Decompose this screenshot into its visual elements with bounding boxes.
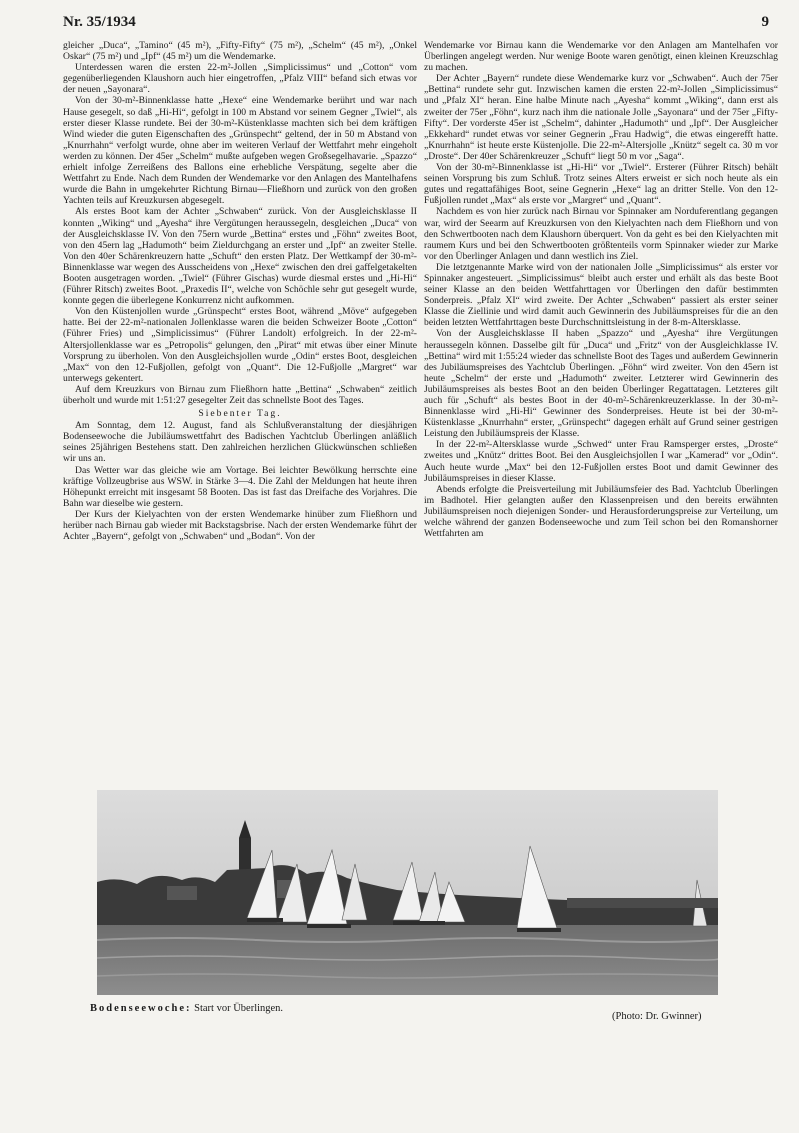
paragraph: Von den Küstenjollen wurde „Grünspecht“ erstes Boot, während „Möve“ aufgegeben hatte. Bei der 22-m²-nationalen Jollenklasse waren die beiden Schweizer Boote „Cotton“ (Führer Fries) und „Simplicissimus“ (Führer Landolt) erfolgreich. In der 22-m²-Altersjollenklasse war es „Petropolis“ gelungen, den „Pirat“ mit etwas über einer Minute Vorsprung zu überholen. Von den Ausgleichsjollen wurde „Odin“ erstes Boot, desgleichen „Max“ von den 12-Fußjollen, gefolgt von „Quant“. Die 12-Fußjolle „Margret“ war unterwegs gekentert. (63, 306, 417, 384)
paragraph: Der Kurs der Kielyachten von der ersten Wendemarke hinüber zum Fließhorn und herüber nach Birnau gab wieder mit Backstagsbrise. Nach der ersten Wendemarke führt der Achter „Bayern“, gefolgt von „Schwaben“ und „Bodan“. Von der (63, 508, 417, 543)
caption-text: Start vor Überlingen. (194, 1003, 284, 1014)
paragraph: Von der Ausgleichsklasse II haben „Spazzo“ und „Ayesha“ ihre Vergütungen heraussegeln können. Dasselbe gilt für „Duca“ und „Fritz“ von der Ausgleichklasse IV. „Bettina“ wird mit 1:55:24 wieder das schnellste Boot des Tages und außerdem Gewinnerin des Jubiläumspreises des Yachtclub Überlingen. „Föhn“ wird zweiter. Von den 45ern ist heute „Schelm“ der erste und „Hadumoth“ zweiter. Letzterer wird Gewinnerin des Jubiläumspreises als bestes Boot an den beiden Überlinger Regattatagen. Letzteres gilt auch für „Schuft“ als bestes Boot in der 40-m²-Schärenkreuzerklasse. In der 30-m²-Binnenklasse wird „Hi-Hi“ Gewinner des Sonderpreises. Heute ist bei der 30-m²-Küstenklasse „Knurrhahn“ erster, „Grünspecht“ dagegen erhält auf Grund seiner gestrigen Leistung den Jubiläumspreis der Klasse. (424, 328, 778, 440)
section-heading: Siebenter Tag. (198, 408, 282, 420)
paragraph: Nachdem es von hier zurück nach Birnau vor Spinnaker am Norduferentlang gegangen war, wird der Seearm auf Kreuzkursen von den Kielyachten nach dem Fließhorn und von den Schwertbooten nach dem Klaushorn überquert. Von da geht es bei den Kielyachten mit raumem Kurs und bei den Schwertbooten größtenteils vorm Spinnaker wieder zur Marke vor den Überlinger Anlagen und dann westlich ins Ziel. (424, 206, 778, 262)
paragraph: In der 22-m²-Altersklasse wurde „Schwed“ unter Frau Ramsperger erstes, „Droste“ zweites und „Knütz“ drittes Boot. Bei den Ausgleichsjollen I war „Kamerad“ vor „Odin“. Auch heute wurde „Max“ bei den 12-Fußjollen erstes Boot und damit Gewinner des Jubiläumspreises in dieser Klasse. (424, 439, 778, 484)
paragraph: Von der 30-m²-Binnenklasse ist „Hi-Hi“ vor „Twiel“. Ersterer (Führer Ritsch) behält seinen Vorsprung bis zum Schluß. Trotz seines Alters erweist er sich noch heute als ein gutes und regattafähiges Boot, seine Gegnerin „Hexe“ lag an dritter Stelle. Von den 12-Fußjollen rundet „Max“ als erste vor „Margret“ und „Quant“. (424, 162, 778, 207)
photo-credit: (Photo: Dr. Gwinner) (612, 1011, 702, 1022)
paragraph: Die letztgenannte Marke wird von der nationalen Jolle „Simplicissimus“ als erster vor Spinnaker angesteuert. „Simplicissimus“ bleibt auch erster und erhält als das beste Boot seiner Klasse an den beiden Wettfahrttagen vor Überlingen den dafür bestimmten Sonderpreis. „Pfalz XI“ wird zweite. Der Achter „Schwaben“ passiert als erster seiner Klasse die Ziellinie und wird damit auch Gewinnerin des Jubiläumspreises für die an den beiden letzten Wettfahrttagen beste Durchschnittsleistung in der 8-m-Altersklasse. (424, 261, 778, 329)
page-number: 9 (761, 14, 769, 30)
sailboats-photo (97, 790, 718, 995)
left-text-column (63, 40, 417, 780)
paragraph: Unterdessen waren die ersten 22-m²-Jollen „Simplicissimus“ und „Cotton“ vom gegenüberliegenden Klaushorn auch hier eingetroffen, „Pfalz VIII“ befand sich etwas vor der neuen „Sayonara“. (63, 62, 417, 96)
paragraph: gleicher „Duca“, „Tamino“ (45 m²), „Fifty-Fifty“ (75 m²), „Schelm“ (45 m²), „Onkel Oskar“ (75 m²) und „Ipf“ (45 m²) um die Wendemarke. (63, 40, 417, 63)
issue-number: Nr. 35/1934 (63, 14, 136, 30)
paragraph: Der Achter „Bayern“ rundete diese Wendemarke kurz vor „Schwaben“. Auch der 75er „Bettina“ rundete sehr gut. Inzwischen kamen die ersten 22-m²-Jollen „Simplicissimus“ und „Pfalz XI“ heran. Eine halbe Minute nach „Ayesha“ kommt „Wiking“, dann erst als zweiter der 75er „Föhn“, kurz nach ihm die nationale Jolle „Sayonara“ und der 75er „Fifty-Fifty“. Der vorderste 45er ist „Schelm“, dahinter „Hadumoth“ und „Ipf“. Der Ausgleicher „Ekkehard“ rundet etwas vor seiner Gegnerin „Frau Hadwig“, die etwas eingerefft hatte. „Knurrhahn“ ist heute erste Küstenjolle. Die 22-m²-Altersjolle „Knütz“ segelt ca. 30 m vor „Droste“. Der 40er Schärenkreuzer „Schuft“ liegt 50 m vor „Saga“. (424, 73, 778, 162)
photo-caption (90, 1003, 283, 1014)
paragraph: Das Wetter war das gleiche wie am Vortage. Bei leichter Bewölkung herrschte eine kräftige Vollzeugbrise aus WSW. in Stärke 3—4. Die Zahl der Meldungen hat heute ihren Höhepunkt erreicht mit insgesamt 58 Booten. Das ist fast das Dreifache des Vorjahres. Die Bahn war dieselbe wie gestern. (63, 464, 417, 509)
paragraph: Von der 30-m²-Binnenklasse hatte „Hexe“ eine Wendemarke berührt und war nach Hause gesegelt, so daß „Hi-Hi“, gefolgt in 100 m Abstand vor seinem Gegner „Twiel“, als erster dieser Klasse rundete. Bei der 30-m²-Küstenklasse machten sich bei dem kräftigen Wind wieder die guten Eigenschaften des „Grünspecht“ geltend, der in 50 m Abstand von „Knurrhahn“ verfolgt wurde, ohne aber im weiteren Verlauf der Wettfahrt mehr eingeholt werden zu können. Der 45er „Schelm“ mußte aufgeben wegen Großsegelhavarie. „Spazzo“ erhielt infolge Zerreißens des Ballons eine erhebliche Verspätung, segelte aber die Wettfahrt zu Ende. Nach dem Runden der Wendemarke vor den Anlagen des Mantelhafens wurde die Bahn in umgekehrter Richtung Birnau—Fließhorn und zurück von den großen Yachten teils auf Kreuzkursen abgesegelt. (63, 95, 417, 207)
paragraph: Am Sonntag, dem 12. August, fand als Schlußveranstaltung der diesjährigen Bodenseewoche die Jubiläumswettfahrt des Badischen Yachtclub Überlingen anläßlich seines 25jährigen Bestehens statt. Den zahlreichen herzlichen Glückwünschen schließen wir uns an. (63, 420, 417, 465)
paragraph: Wendemarke vor Birnau kann die Wendemarke vor den Anlagen am Mantelhafen vor Überlingen angelegt werden. Nur wenige Boote waren genötigt, einen kleinen Kreuzschlag zu machen. (424, 40, 778, 74)
paragraph: Abends erfolgte die Preisverteilung mit Jubiläumsfeier des Bad. Yachtclub Überlingen im Badhotel. Hier gelangten außer den Klassenpreisen und den bereits erwähnten Jubiläumspreisen noch diejenigen Sonder- und Herausforderungspreise zur Verteilung, um welche während der ganzen Bodenseewoche und zum Teil schon bei den Romanshorner Wettfahrten am (424, 483, 778, 540)
paragraph: Auf dem Kreuzkurs von Birnau zum Fließhorn hatte „Bettina“ „Schwaben“ zeitlich überholt und wurde mit 1:51:27 gesegelter Zeit das schnellste Boot des Tages. (63, 383, 417, 406)
paragraph: Als erstes Boot kam der Achter „Schwaben“ zurück. Von der Ausgleichsklasse II konnten „Wiking“ und „Ayesha“ ihre Vergütungen heraussegeln, desgleichen „Duca“ von der Ausgleichsklasse IV. Von den 75ern wurde „Bettina“ erstes und „Föhn“ zweites Boot, von den 45ern lag „Hadumoth“ beim Zieldurchgang an erster und „Ipf“ an zweiter Stelle. Von den 40er Schärenkreuzern hatte „Schuft“ den ersten Platz. Der Wettkampf der 30-m²-Binnenklasse war wegen des Ausscheidens von „Hexe“ zwischen den drei gaffelgetakelten Booten ausgetragen worden. „Twiel“ (Führer Gischas) wurde diesmal erstes und „Hi-Hi“ (Führer Ritsch) zweites Boot. „Praxedis II“, welche von Schöchle sehr gut gesegelt wurde, konnte gegen die überlegene Konkurrenz nicht aufkommen. (63, 206, 417, 307)
right-text-column (424, 40, 778, 780)
caption-label: Bodenseewoche: (90, 1003, 192, 1014)
